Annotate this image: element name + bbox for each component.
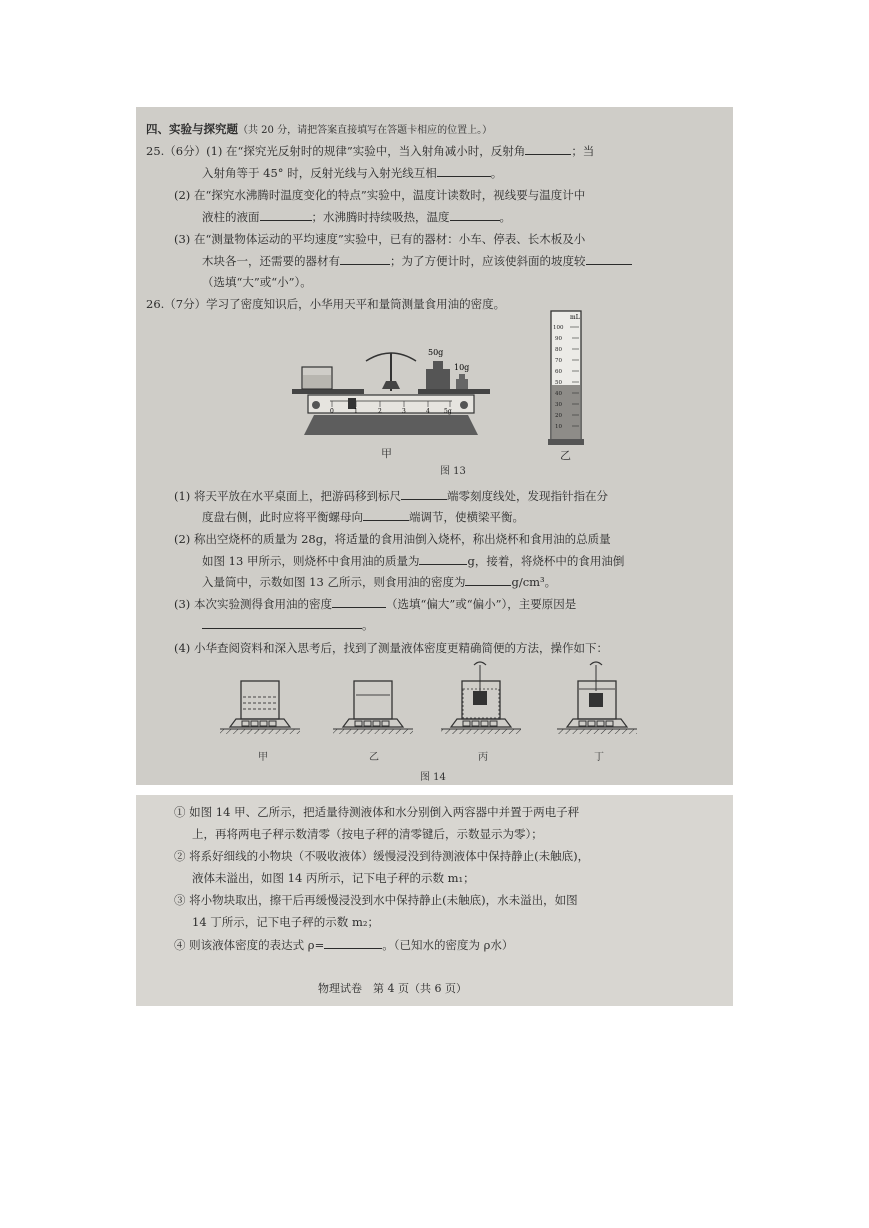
scale-b xyxy=(333,681,413,734)
answer-blank[interactable] xyxy=(437,165,491,177)
q26-p3-line2 xyxy=(202,617,374,633)
q25-text-4: 液柱的液面 xyxy=(202,210,260,224)
weight-10g xyxy=(456,379,468,389)
q26-p2d: 入量筒中，示数如图 13 乙所示，则食用油的密度为 xyxy=(202,575,466,589)
scale-c xyxy=(441,662,521,734)
q26-p2e: g/cm³。 xyxy=(511,575,557,589)
scales-figure xyxy=(216,659,656,747)
q25-text-3: (2) 在“探究水沸腾时温度变化的特点”实验中，温度计读数时，视线要与温度计中 xyxy=(174,188,586,202)
q25-text-2: 入射角等于 45° 时，反射光线与入射光线互相 xyxy=(202,166,437,180)
scale-tick: 3 xyxy=(402,408,406,415)
fig14-label-a: 甲 xyxy=(258,752,268,763)
fig13-label-b: 乙 xyxy=(560,449,571,462)
step2-line2 xyxy=(192,870,475,886)
q26-p1-line2 xyxy=(202,509,524,525)
q26-p3c: 。 xyxy=(362,618,374,632)
fig13-caption: 图 13 xyxy=(440,466,466,477)
cylinder-unit: mL xyxy=(570,314,580,321)
q25-text-1b: ；当 xyxy=(571,144,595,158)
q26-p1c: 度盘右侧，此时应将平衡螺母向 xyxy=(202,510,363,524)
answer-blank[interactable] xyxy=(401,488,447,500)
step3-text-a: ③ 将小物块取出，擦干后再缓慢浸没到水中保持静止(未触底)，水未溢出，如图 xyxy=(174,893,578,907)
q25-line-5 xyxy=(174,231,585,247)
q26-p2a: (2) 称出空烧杯的质量为 28g，将适量的食用油倒入烧杯，称出烧杯和食用油的总质量 xyxy=(174,532,611,546)
section-heading-line xyxy=(146,121,492,139)
balance-figure xyxy=(286,339,496,447)
step2-text-a: ② 将系好细线的小物块（不吸收液体）缓慢浸没到待测液体中保持静止(未触底)， xyxy=(174,849,590,863)
cyl-tick: 60 xyxy=(555,369,562,375)
cyl-tick: 90 xyxy=(555,336,562,342)
scale-tick: 2 xyxy=(378,408,382,415)
fig13-label-a: 甲 xyxy=(381,447,392,460)
fig14-label-c: 丙 xyxy=(478,752,488,763)
answer-blank[interactable] xyxy=(363,509,409,521)
q26-p2-line2 xyxy=(202,553,624,569)
q26-p3a: (3) 本次实验测得食用油的密度 xyxy=(174,597,332,611)
step2-text-b: 液体未溢出，如图 14 丙所示，记下电子秤的示数 m₁； xyxy=(192,871,475,885)
answer-blank[interactable] xyxy=(465,574,511,586)
step3-text-b: 14 丁所示，记下电子秤的示数 m₂； xyxy=(192,915,379,929)
step2-line1 xyxy=(174,848,589,864)
q26-p1d: 端调节，使横梁平衡。 xyxy=(409,510,524,524)
q25-text-1: 25.（6分）(1) 在“探究光反射时的规律”实验中，当入射角减小时，反射角 xyxy=(146,144,526,158)
step1-text-a: ① 如图 14 甲、乙所示，把适量待测液体和水分别倒入两容器中并置于两电子秤 xyxy=(174,805,580,819)
scale-d xyxy=(557,662,637,734)
cyl-tick: 50 xyxy=(555,380,562,386)
q26-intro-text: 26.（7分）学习了密度知识后，小华用天平和量筒测量食用油的密度。 xyxy=(146,297,506,311)
answer-blank[interactable] xyxy=(332,596,386,608)
exam-photo-top xyxy=(136,107,733,785)
q25-text-6: 木块各一，还需要的器材有 xyxy=(202,254,340,268)
q25-line-3 xyxy=(174,187,585,203)
cyl-tick: 30 xyxy=(555,402,562,408)
q26-intro xyxy=(146,296,505,312)
hand-icon xyxy=(590,662,602,665)
q26-p4 xyxy=(174,640,608,656)
cylinder-figure xyxy=(546,307,588,447)
block xyxy=(473,691,487,705)
answer-blank[interactable] xyxy=(202,617,362,629)
fig14-label-b: 乙 xyxy=(369,752,379,763)
q25-text-7: （选填“大”或“小”）。 xyxy=(202,275,312,289)
hand-icon xyxy=(474,662,486,665)
answer-blank[interactable] xyxy=(324,937,382,949)
fig14-caption: 图 14 xyxy=(420,772,446,783)
answer-blank[interactable] xyxy=(450,209,500,221)
page-footer: 物理试卷 第 4 页（共 6 页） xyxy=(318,982,467,995)
scale-a xyxy=(220,681,300,734)
q26-p3-line1 xyxy=(174,596,576,612)
answer-blank[interactable] xyxy=(260,209,312,221)
answer-blank[interactable] xyxy=(340,253,390,265)
weight-50g-label: 50g xyxy=(428,348,444,357)
step3-line2 xyxy=(192,914,379,930)
q26-p2b: 如图 13 甲所示，则烧杯中食用油的质量为 xyxy=(202,554,420,568)
scale-tick: 0 xyxy=(330,408,334,415)
step4-text-b: 。（已知水的密度为 ρ水） xyxy=(382,938,514,952)
cyl-tick: 20 xyxy=(555,413,562,419)
q26-p1b: 端零刻度线处，发现指针指在分 xyxy=(446,489,608,503)
q25-text-6b: ；为了方便计时，应该使斜面的坡度较 xyxy=(390,254,586,268)
cyl-tick: 80 xyxy=(555,347,562,353)
step3-line1 xyxy=(174,892,578,908)
step4-text-a: ④ 则该液体密度的表达式 ρ= xyxy=(174,938,325,952)
q25-text-5: (3) 在“测量物体运动的平均速度”实验中，已有的器材：小车、停表、长木板及小 xyxy=(174,232,586,246)
q25-line-4 xyxy=(202,209,511,225)
balance-base xyxy=(304,415,478,435)
left-pan xyxy=(292,389,364,394)
step1-text-b: 上，再将两电子秤示数清零（按电子秤的清零键后，示数显示为零）； xyxy=(192,827,543,841)
answer-blank[interactable] xyxy=(525,143,571,155)
q25-text-4c: 。 xyxy=(499,210,511,224)
q25-line-1 xyxy=(146,143,594,159)
q26-p4-text: (4) 小华查阅资料和深入思考后，找到了测量液体密度更精确简便的方法，操作如下： xyxy=(174,641,608,655)
q26-p1-line1 xyxy=(174,488,608,504)
q26-p2c: g，接着，将烧杯中的食用油倒 xyxy=(467,554,625,568)
right-pan xyxy=(418,389,490,394)
q26-p2-line3 xyxy=(202,574,556,590)
fig14-label-d: 丁 xyxy=(594,752,604,763)
cyl-tick: 10 xyxy=(555,424,562,430)
scale-tick: 1 xyxy=(354,408,358,415)
block xyxy=(589,693,603,707)
answer-blank[interactable] xyxy=(419,553,467,565)
scale-tick: 4 xyxy=(426,408,430,415)
cyl-tick: 70 xyxy=(555,358,562,364)
cyl-tick: 100 xyxy=(553,325,564,331)
exam-photo-bottom xyxy=(136,795,733,1006)
step1-line1 xyxy=(174,804,579,820)
q25-line-2 xyxy=(202,165,502,181)
oil xyxy=(303,375,331,388)
q26-p2-line1 xyxy=(174,531,611,547)
weight-10g-label: 10g xyxy=(454,363,470,372)
section-note: （共 20 分，请把答案直接填写在答题卡相应的位置上。） xyxy=(238,125,493,136)
step4-line xyxy=(174,937,513,953)
q26-p1a: (1) 将天平放在水平桌面上，把游码移到标尺 xyxy=(174,489,401,503)
answer-blank[interactable] xyxy=(586,253,632,265)
weight-50g xyxy=(426,369,450,389)
scale-tick: 5g xyxy=(444,408,452,415)
q26-p3b: （选填“偏大”或“偏小”），主要原因是 xyxy=(385,597,577,611)
section-heading: 四、实验与探究题 xyxy=(146,122,238,136)
q25-line-6 xyxy=(202,253,632,269)
q25-line-7 xyxy=(202,274,312,290)
step1-line2 xyxy=(192,826,543,842)
q25-text-4b: ；水沸腾时持续吸热，温度 xyxy=(311,210,450,224)
cyl-tick: 40 xyxy=(555,391,562,397)
q25-text-2b: 。 xyxy=(490,166,503,180)
